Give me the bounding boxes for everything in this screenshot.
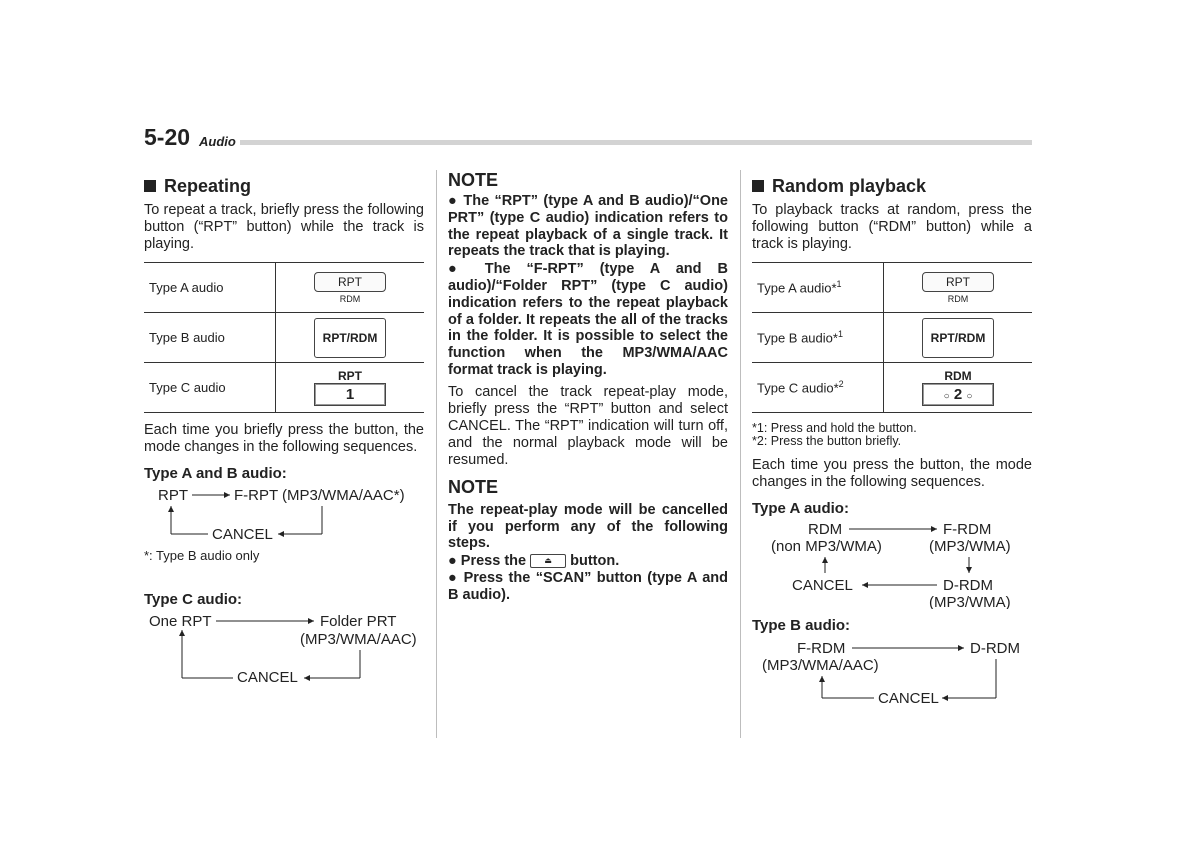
flow-drdm: D-RDM <box>943 577 993 594</box>
note2-paragraph: The repeat-play mode will be cancelled if you perform any of the following steps. <box>448 501 728 552</box>
table-row <box>144 313 424 363</box>
table-button-cell <box>276 313 425 363</box>
flow-cancel: CANCEL <box>792 577 853 594</box>
flow-frdm-sub: (MP3/WMA/AAC) <box>762 657 879 674</box>
flow-frdm: F-RDM <box>943 521 992 538</box>
table-label: Type A audio*$^1$ <box>752 263 884 313</box>
note-title-1: NOTE <box>448 170 499 190</box>
note1-bullet-1: ● The “RPT” (type A and B audio)/“One PRT” (type C audio) indication refers to the repeat playback of a single track. It repeats the track that is playing. <box>448 193 728 260</box>
arrow-up-icon <box>819 676 825 682</box>
arrow-right-icon <box>308 618 314 624</box>
arrow-left-icon <box>862 582 868 588</box>
button-top-label: RPT <box>338 369 362 383</box>
repeating-heading-text: Repeating <box>164 176 252 196</box>
table-button-cell <box>276 263 425 313</box>
table-label: Type C audio <box>144 363 276 413</box>
table-label: Type B audio*$^1$ <box>752 313 884 363</box>
rpt-button: RPT <box>314 272 386 292</box>
table-button-cell <box>884 313 1033 363</box>
column-random <box>752 170 1032 716</box>
a-flow-diagram <box>752 517 1032 609</box>
random-intro: To playback tracks at random, press the following button (“RDM” button) while a track is playing. <box>752 202 1032 252</box>
note-title-2: NOTE <box>448 476 499 497</box>
arrow-left-icon <box>304 675 310 681</box>
flow-frdm-sub: (MP3/WMA) <box>929 538 1011 555</box>
column-divider-1 <box>436 170 437 738</box>
table-button-cell <box>884 363 1033 413</box>
header-rule <box>240 140 1032 145</box>
flow-cancel: CANCEL <box>878 690 939 707</box>
preset-1-button: 1 <box>314 383 386 406</box>
arrow-down-icon <box>966 567 972 573</box>
table-row <box>752 363 1032 413</box>
type-b-label: Type B audio: <box>752 617 851 634</box>
ab-flow-diagram <box>144 482 424 544</box>
footnote: *: Type B audio only <box>144 548 260 563</box>
flow-rdm-sub: (non MP3/WMA) <box>771 538 882 555</box>
random-heading-text: Random playback <box>772 176 927 196</box>
flow-cancel: CANCEL <box>237 669 298 682</box>
eject-icon: ⏏ <box>530 554 566 568</box>
flow-rpt: RPT <box>158 487 188 504</box>
arrow-up-icon <box>179 630 185 636</box>
type-c-label: Type C audio: <box>144 591 243 608</box>
footnote-2: *2: Press the button briefly. <box>752 434 902 448</box>
flow-drdm: D-RDM <box>970 640 1020 657</box>
arrow-up-icon <box>168 506 174 512</box>
random-button-table <box>752 262 1032 413</box>
repeat-button-table <box>144 262 424 413</box>
button-sublabel: RDM <box>947 293 969 304</box>
b-flow-diagram <box>752 636 1032 716</box>
table-row <box>144 363 424 413</box>
button-sublabel: RDM <box>339 293 361 304</box>
arrow-right-icon <box>224 492 230 498</box>
arrow-left-icon <box>278 531 284 537</box>
sequence-intro: Each time you press the button, the mode changes in the following sequences. <box>752 457 1032 490</box>
flow-rdm: RDM <box>808 521 843 538</box>
note1-bullet-2: ● The “F-RPT” (type A and B audio)/“Folder RPT” (type C audio) indication refers to the repeat playback of a folder. It repeats the all of the tracks in the folder. It is possible to select the function when the MP3/WMA/AAC format track is playing. <box>448 261 728 378</box>
table-row <box>752 263 1032 313</box>
rpt-rdm-button: RPT/RDM <box>314 318 386 358</box>
table-label: Type C audio*$^2$ <box>752 363 884 413</box>
table-button-cell <box>276 363 425 413</box>
note2-bullet-1: ● Press the ⏏ button. <box>448 553 620 570</box>
type-a-label: Type A audio: <box>752 500 849 517</box>
flow-drdm-sub: (MP3/WMA) <box>929 594 1011 609</box>
arrow-up-icon <box>822 557 828 563</box>
repeating-intro: To repeat a track, briefly press the following button (“RPT” button) while the track is playing. <box>144 202 424 252</box>
table-row <box>144 263 424 313</box>
button-top-label: RDM <box>944 369 972 383</box>
flow-folder-prt: Folder PRT <box>320 613 397 630</box>
square-bullet-icon <box>144 180 156 192</box>
rpt-button: RPT <box>922 272 994 292</box>
footnote-1: *1: Press and hold the button. <box>752 421 917 435</box>
flow-one-rpt: One RPT <box>149 613 212 630</box>
flow-frdm: F-RDM <box>797 640 846 657</box>
c-flow-diagram <box>144 610 424 682</box>
sequence-intro: Each time you briefly press the button, the mode changes in the following sequences. <box>144 422 424 455</box>
page-number: 5-20 <box>144 124 191 150</box>
column-repeating <box>144 170 424 682</box>
cancel-paragraph: To cancel the track repeat-play mode, briefly press the “RPT” button and select CANCEL. The “RPT” indication will turn off, and the normal playback mode will be resumed. <box>448 383 728 468</box>
arrow-right-icon <box>958 645 964 651</box>
column-divider-2 <box>740 170 741 738</box>
square-bullet-icon <box>752 180 764 192</box>
table-button-cell <box>884 263 1033 313</box>
table-label: Type A audio <box>144 263 276 313</box>
preset-2-button: ○ 2 ○ <box>922 383 994 406</box>
flow-frpt: F-RPT (MP3/WMA/AAC*) <box>234 487 405 504</box>
table-label: Type B audio <box>144 313 276 363</box>
arrow-right-icon <box>931 526 937 532</box>
flow-folder-sub: (MP3/WMA/AAC) <box>300 631 417 648</box>
note2-bullet-2: ● Press the “SCAN” button (type A and B audio). <box>448 569 728 603</box>
flow-cancel: CANCEL <box>212 526 273 543</box>
arrow-left-icon <box>942 695 948 701</box>
section-title: Audio <box>199 134 236 149</box>
table-row <box>752 313 1032 363</box>
type-ab-label: Type A and B audio: <box>144 465 287 482</box>
rpt-rdm-button: RPT/RDM <box>922 318 994 358</box>
random-heading <box>752 175 1032 197</box>
column-notes <box>448 170 728 604</box>
repeating-heading <box>144 175 424 197</box>
